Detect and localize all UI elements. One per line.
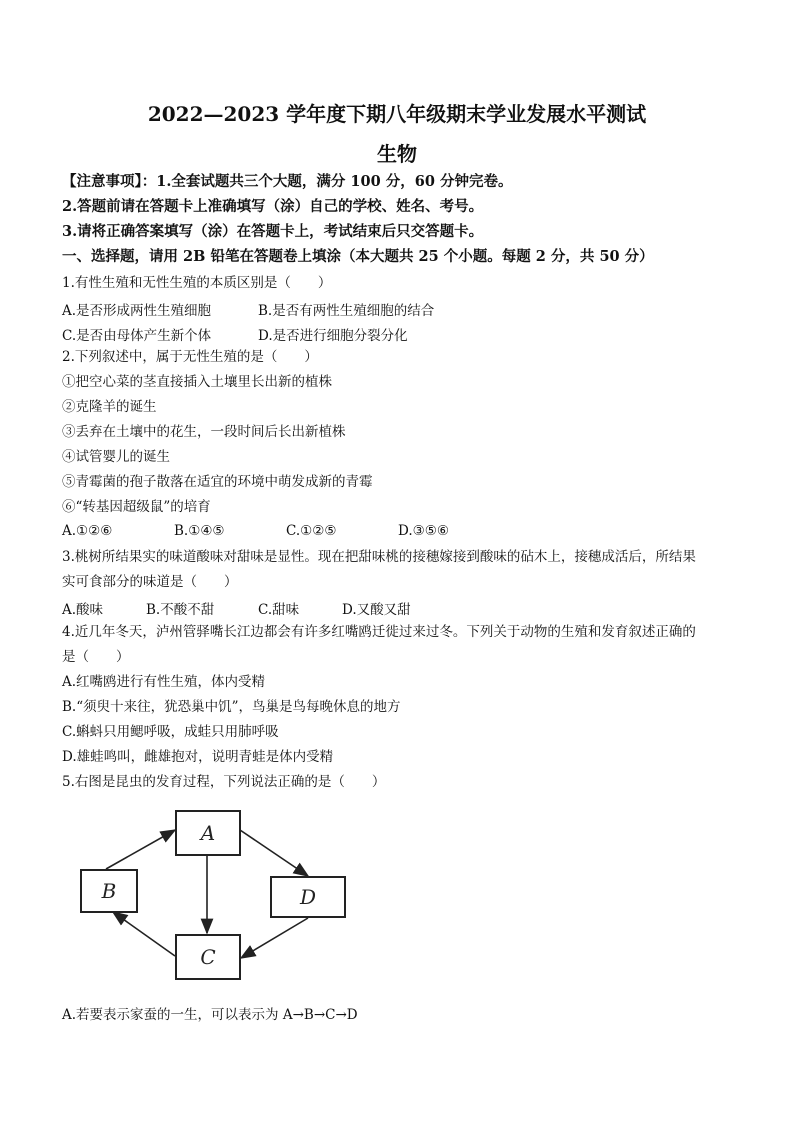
q4-option-a: A.红嘴鸥进行有性生殖，体内受精	[62, 674, 266, 690]
q2-item: ①把空心菜的茎直接插入土壤里长出新的植株	[62, 374, 332, 390]
q1-option-c: C.是否由母体产生新个体	[62, 328, 212, 344]
arrow-c-to-b	[113, 912, 175, 956]
q3-stem-line2: 实可食部分的味道是（ ）	[62, 574, 238, 590]
q2-option-b: B.①④⑤	[174, 523, 225, 539]
q3-option-a: A.酸味	[62, 602, 104, 618]
q4-option-c: C.蝌蚪只用鳃呼吸，成蛙只用肺呼吸	[62, 724, 279, 740]
stage-b-box	[80, 869, 138, 913]
q4-option-b: B.“须臾十来往，犹恐巢中饥”，鸟巢是鸟每晚休息的地方	[62, 699, 401, 715]
stage-d-label: D	[299, 885, 317, 909]
q5-stem: 5.右图是昆虫的发育过程，下列说法正确的是（ ）	[62, 774, 386, 790]
arrow-b-to-a	[106, 830, 175, 869]
note-2: 2.答题前请在答题卡上准确填写（涂）自己的学校、姓名、考号。	[62, 198, 484, 215]
q4-stem-line2: 是（ ）	[62, 649, 130, 665]
arrow-d-to-c	[241, 918, 308, 958]
q5-option-a: A.若要表示家蚕的一生，可以表示为 A→B→C→D	[62, 1007, 358, 1023]
q2-option-c: C.①②⑤	[286, 523, 337, 539]
q2-option-a: A.①②⑥	[62, 523, 113, 539]
q3-stem-line1: 3.桃树所结果实的味道酸味对甜味是显性。现在把甜味桃的接穗嫁接到酸味的砧木上，接穗成活后，所结果	[62, 549, 696, 565]
note-3: 3.请将正确答案填写（涂）在答题卡上，考试结束后只交答题卡。	[62, 223, 484, 240]
q2-item: ③丢弃在土壤中的花生，一段时间后长出新植株	[62, 424, 346, 440]
q2-item: ⑥“转基因超级鼠”的培育	[62, 499, 211, 515]
note-1: 【注意事项】：1.全套试题共三个大题，满分 100 分，60 分钟完卷。	[62, 173, 513, 190]
stage-b-label: B	[101, 879, 117, 903]
q1-stem: 1.有性生殖和无性生殖的本质区别是（ ）	[62, 275, 332, 291]
q1-option-a: A.是否形成两性生殖细胞	[62, 303, 212, 319]
q4-option-d: D.雄蛙鸣叫，雌雄抱对，说明青蛙是体内受精	[62, 749, 334, 765]
q3-option-b: B.不酸不甜	[146, 602, 215, 618]
q1-option-b: B.是否有两性生殖细胞的结合	[258, 303, 435, 319]
q2-item: ④试管婴儿的诞生	[62, 449, 170, 465]
stage-c-label: C	[200, 945, 216, 969]
exam-title: 2022—2023 学年度下期八年级期末学业发展水平测试	[147, 102, 647, 126]
q2-stem: 2.下列叙述中，属于无性生殖的是（ ）	[62, 349, 318, 365]
subject-title: 生物	[377, 142, 417, 166]
q2-option-d: D.③⑤⑥	[398, 523, 449, 539]
q3-option-c: C.甜味	[258, 602, 300, 618]
q2-item: ②克隆羊的诞生	[62, 399, 157, 415]
stage-a-box	[175, 810, 241, 856]
stage-c-box	[175, 934, 241, 980]
q1-option-d: D.是否进行细胞分裂分化	[258, 328, 408, 344]
section-heading: 一、选择题，请用 2B 铅笔在答题卷上填涂（本大题共 25 个小题。每题 2 分，共 50 分）	[62, 248, 654, 265]
q3-option-d: D.又酸又甜	[342, 602, 411, 618]
stage-d-box	[270, 876, 346, 918]
q4-stem-line1: 4.近几年冬天，泸州管驿嘴长江边都会有许多红嘴鸥迁徙过来过冬。下列关于动物的生殖和发育叙述正确的	[62, 624, 696, 640]
arrow-a-to-d	[240, 830, 308, 876]
stage-a-label: A	[200, 821, 216, 845]
q2-item: ⑤青霉菌的孢子散落在适宜的环境中萌发成新的青霉	[62, 474, 373, 490]
